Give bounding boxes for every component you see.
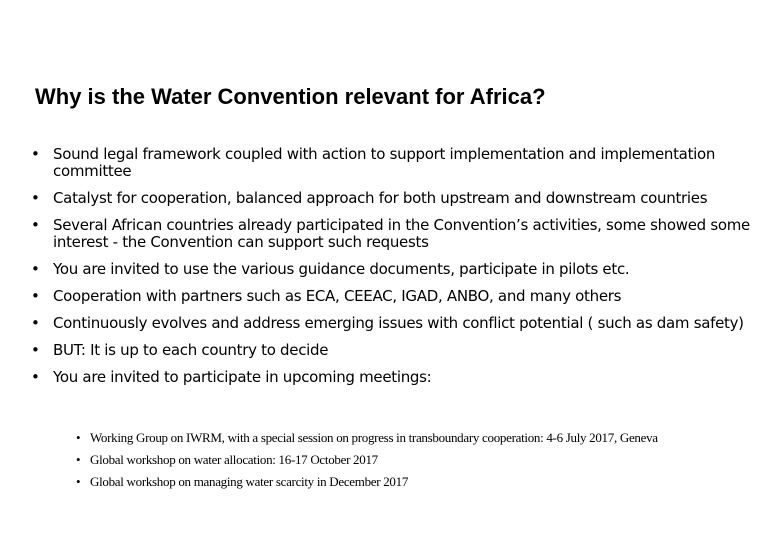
sub-bullet-container <box>74 427 764 497</box>
bullet-item: • Catalyst for cooperation, balanced approach for both upstream and downstream countries <box>30 190 770 207</box>
sub-bullet-item: • Global workshop on managing water scarcity in December 2017 <box>74 475 764 488</box>
sub-bullet-item: • Working Group on IWRM, with a special session on progress in transboundary cooperation: 4-6 July 2017, Geneva <box>74 431 764 444</box>
bullet-item: • You are invited to use the various guidance documents, participate in pilots etc. <box>30 261 770 278</box>
sub-bullet-list <box>74 431 764 488</box>
sub-bullet-item: • Global workshop on water allocation: 16-17 October 2017 <box>74 453 764 466</box>
bullet-item: • Cooperation with partners such as ECA, CEEAC, IGAD, ANBO, and many others <box>30 288 770 305</box>
bullet-list <box>30 146 770 396</box>
bullet-item: • BUT: It is up to each country to decide <box>30 342 770 359</box>
slide-title: Why is the Water Convention relevant for Africa? <box>35 84 546 109</box>
bullet-item: • Several African countries already participated in the Convention’s activities, some showed some interest - the Convention can support such requests <box>30 217 770 251</box>
bullet-item: • Sound legal framework coupled with action to support implementation and implementation committee <box>30 146 770 180</box>
bullet-item: • You are invited to participate in upcoming meetings: <box>30 369 770 386</box>
bullet-item: • Continuously evolves and address emerging issues with conflict potential ( such as dam safety) <box>30 315 770 332</box>
